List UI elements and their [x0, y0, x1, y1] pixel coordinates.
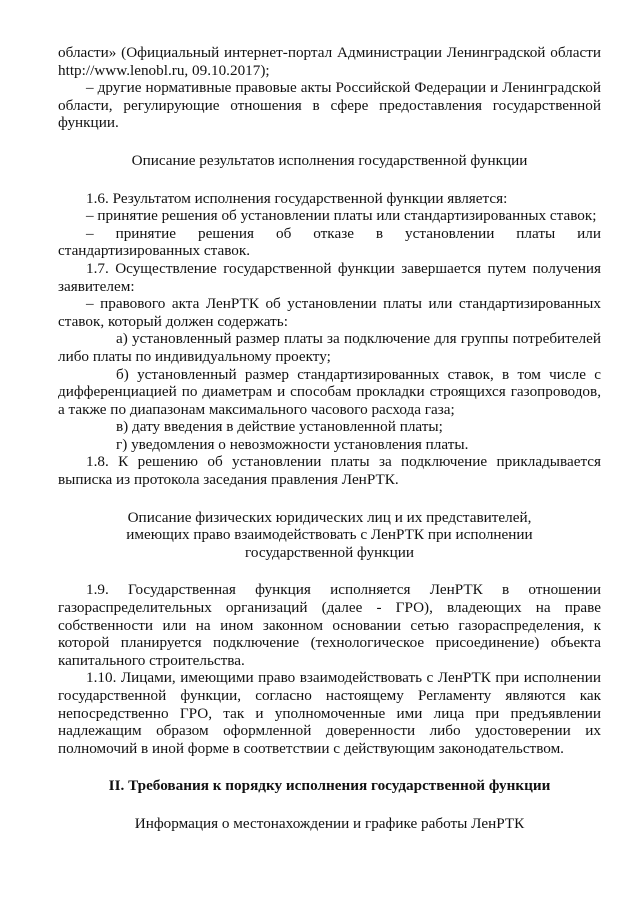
list-item: – другие нормативные правовые акты Российской Федерации и Ленинградской области, регулирующие отношения в сфере предоставления государственной функции.	[58, 79, 601, 132]
paragraph: области» (Официальный интернет-портал Администрации Ленинградской области http://www.lenobl.ru, 09.10.2017);	[58, 44, 601, 79]
section-heading: Описание результатов исполнения государственной функции	[131, 151, 528, 169]
section-heading: Описание физических юридических лиц и их представителей,	[127, 508, 532, 526]
document-page	[58, 44, 601, 833]
paragraph: 1.8. К решению об установлении платы за подключение прикладывается выписка из протокола заседания правления ЛенРТК.	[58, 453, 601, 489]
paragraph: 1.9. Государственная функция исполняется ЛенРТК в отношении газораспределительных организаций (далее - ГРО), владеющих на праве собственности или на ином законном основании сетью газораспределения, к которой планируется подключение (технологическое присоединение) объекта капитального строительства.	[58, 581, 601, 669]
list-item: а) установленный размер платы за подключение для группы потребителей либо платы по индивидуальному проекту;	[58, 330, 601, 365]
list-item: – правового акта ЛенРТК об установлении платы или стандартизированных ставок, который должен содержать:	[58, 295, 601, 330]
section-heading: имеющих право взаимодействовать с ЛенРТК при исполнении	[126, 526, 533, 544]
list-item: г) уведомления о невозможности установления платы.	[116, 435, 469, 453]
paragraph: 1.10. Лицами, имеющими право взаимодействовать с ЛенРТК при исполнении государственной функции, согласно настоящему Регламенту являются как непосредственно ГРО, так и уполномоченные ими лица при предъявлении надлежащим образом оформленной доверенности либо удостоверении их полномочий в иной форме в соответствии с действующим законодательством.	[58, 669, 601, 757]
list-item: б) установленный размер стандартизированных ставок, в том числе с дифференциацией по диаметрам и способам прокладки строящихся газопроводов, а также по диапазонам максимального часового расхода газа;	[58, 365, 601, 418]
list-item: – принятие решения об отказе в установлении платы или стандартизированных ставок.	[58, 224, 601, 260]
section-heading: государственной функции	[245, 543, 414, 561]
paragraph: 1.7. Осуществление государственной функции завершается путем получения заявителем:	[58, 259, 601, 295]
list-item: в) дату введения в действие установленной платы;	[116, 418, 443, 436]
paragraph: 1.6. Результатом исполнения государственной функции является:	[86, 189, 508, 207]
chapter-heading: II. Требования к порядку исполнения государственной функции	[108, 777, 551, 795]
list-item: – принятие решения об установлении платы или стандартизированных ставок;	[86, 207, 597, 225]
section-heading: Информация о местонахождении и графике работы ЛенРТК	[134, 814, 525, 832]
